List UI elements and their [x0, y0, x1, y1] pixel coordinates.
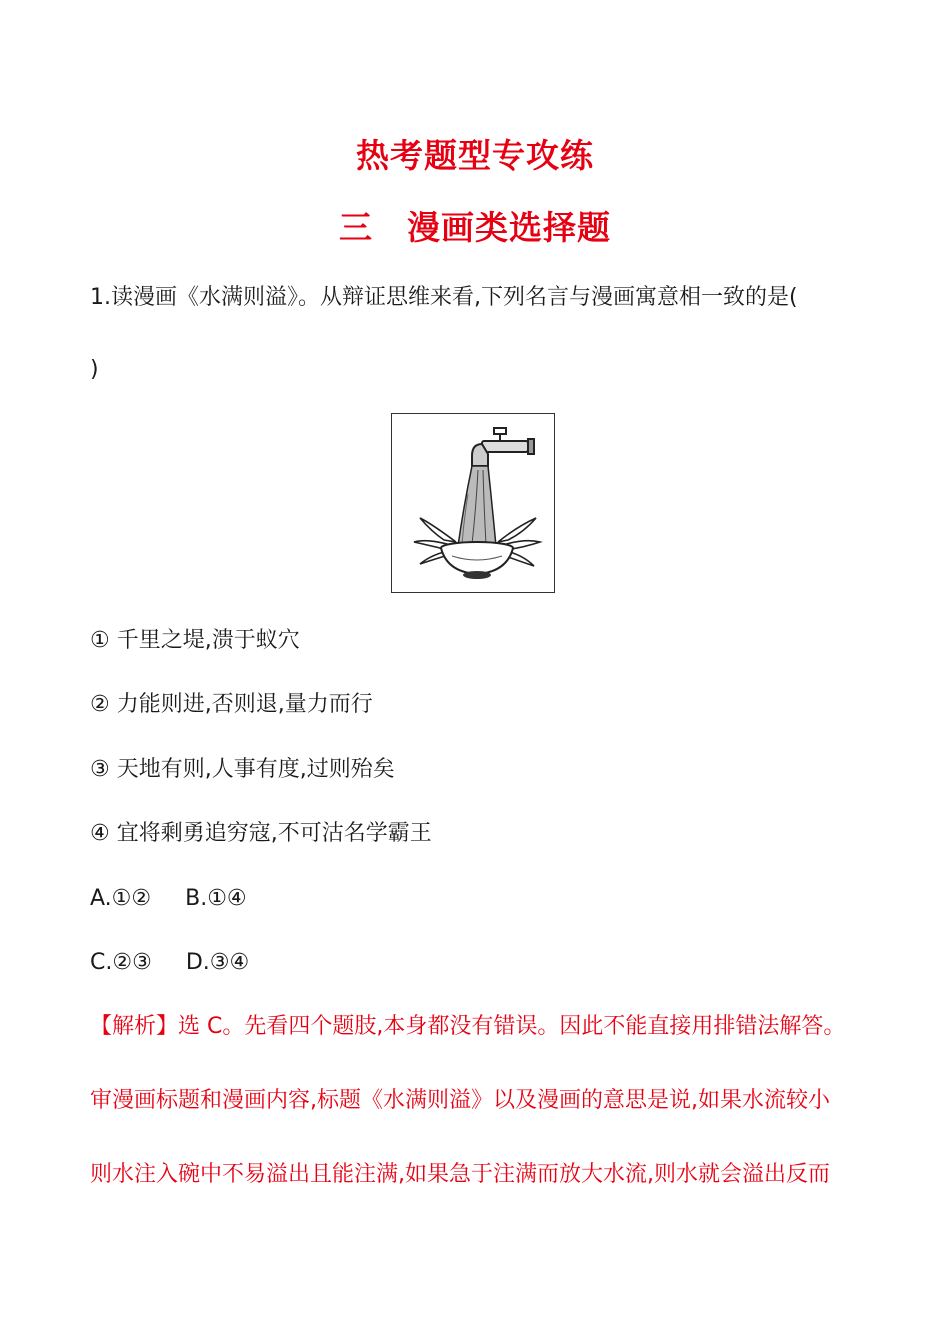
question-stem-line-2: )	[90, 357, 99, 382]
option-item-1: ① 千里之堤,溃于蚁穴	[90, 628, 300, 653]
option-item-3: ③ 天地有则,人事有度,过则殆矣	[90, 757, 395, 782]
analysis-line-1: 【解析】选 C。先看四个题肢,本身都没有错误。因此不能直接用排错法解答。	[90, 1014, 846, 1039]
option-item-4: ④ 宜将剩勇追穷寇,不可沽名学霸王	[90, 821, 432, 846]
analysis-line-3: 则水注入碗中不易溢出且能注满,如果急于注满而放大水流,则水就会溢出反而	[90, 1162, 830, 1187]
answer-choices-row-2	[90, 948, 249, 978]
faucet-icon	[472, 428, 534, 466]
water-stream-icon	[458, 466, 496, 546]
question-stem-line-1: 1.读漫画《水满则溢》。从辩证思维来看,下列名言与漫画寓意相一致的是(	[90, 285, 798, 310]
choice-d[interactable]: D.③④	[185, 950, 250, 975]
section-heading: 热考题型专攻练	[356, 136, 594, 175]
cartoon-water-overflow	[391, 413, 555, 593]
answer-choices-row-1	[90, 884, 247, 914]
option-item-2: ② 力能则进,否则退,量力而行	[90, 692, 373, 717]
faucet-bowl-illustration	[392, 414, 553, 591]
choice-a[interactable]: A.①②	[90, 886, 152, 911]
bowl-icon	[441, 542, 513, 579]
choice-c[interactable]: C.②③	[90, 950, 152, 975]
section-subheading: 三 漫画类选择题	[339, 208, 611, 247]
choice-b[interactable]: B.①④	[185, 886, 247, 911]
analysis-line-2: 审漫画标题和漫画内容,标题《水满则溢》以及漫画的意思是说,如果水流较小	[90, 1088, 830, 1113]
